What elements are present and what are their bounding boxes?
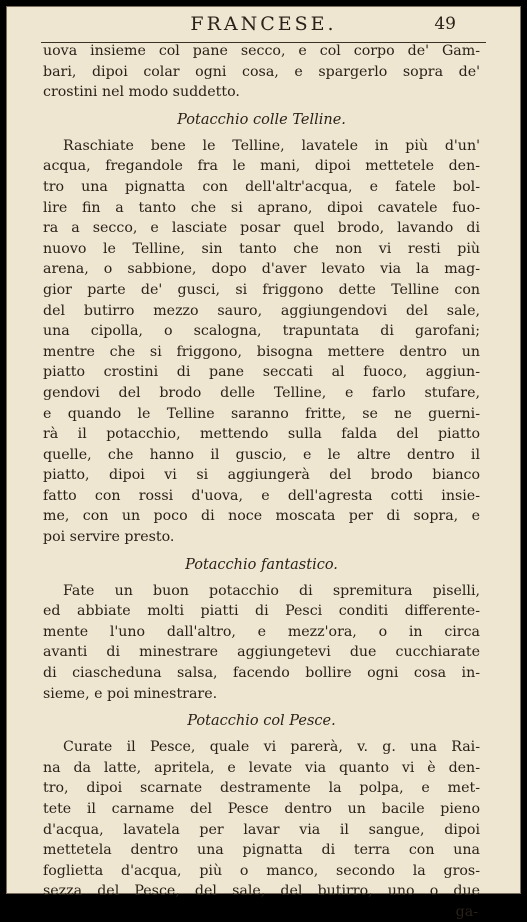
- text-line: acqua, fregandole fra le mani, dipoi mettetele den-: [43, 158, 480, 175]
- text-line: piatto, dipoi vi si aggiungerà del brodo bianco: [43, 467, 480, 484]
- text-line: crostini nel modo suddetto.: [43, 84, 240, 101]
- section-paragraph: [43, 737, 480, 902]
- text-line: Fate un buon potacchio di spremitura piselli,: [63, 582, 480, 599]
- text-line: arena, o sabbione, dopo d'aver levato via la mag-: [43, 261, 480, 278]
- section-heading: Potacchio col Pesce.: [187, 713, 336, 730]
- section-paragraph: [43, 581, 480, 705]
- running-title: FRANCESE.: [190, 13, 337, 35]
- text-line: sezza del Pesce, del sale, del butirro, uno o due: [43, 883, 480, 900]
- text-line: ra a secco, e lasciate posar quel brodo, lavando di: [43, 220, 480, 237]
- text-line: lire fin a tanto che si aprano, dipoi cavatele fuo-: [43, 199, 480, 216]
- text-line: uova insieme col pane secco, e col corpo de' Gam-: [43, 43, 480, 59]
- text-line: fatto con rossi d'uova, e dell'agresta cotti insie-: [43, 487, 480, 504]
- text-line: mentre che si friggono, bisogna mettere dentro un: [43, 343, 480, 360]
- section-paragraph: [43, 136, 480, 548]
- text-line: Raschiate bene le Telline, lavatele in più d'un': [63, 137, 480, 154]
- text-line: poi servire presto.: [43, 529, 175, 546]
- text-line: sieme, e poi minestrare.: [43, 685, 218, 702]
- text-line: gior parte de' gusci, si friggono dette Telline con: [43, 281, 480, 298]
- text-line: gendovi del brodo delle Telline, e farlo stufare,: [43, 384, 480, 401]
- text-line: me, con un poco di noce moscata per di sopra, e: [43, 508, 480, 525]
- text-line: Curate il Pesce, quale vi parerà, v. g. una Rai-: [63, 739, 480, 756]
- text-line: mente l'uno dall'altro, e mezz'ora, o in circa: [43, 623, 480, 640]
- text-line: tro, dipoi scarnate destramente la polpa, e met-: [43, 780, 480, 797]
- catchword: ga-: [455, 903, 478, 920]
- text-line: di ciascheduna salsa, facendo bollire ogni cosa in-: [43, 665, 480, 682]
- section-heading: Potacchio fantastico.: [185, 556, 338, 573]
- text-line: bari, dipoi colar ogni cosa, e spargerlo sopra de': [43, 63, 480, 80]
- text-line: del butirro mezzo sauro, aggiungendovi del sale,: [43, 302, 480, 319]
- page-header: [7, 13, 520, 39]
- text-line: una cipolla, o scalogna, trapuntata di garofani;: [43, 323, 480, 340]
- text-line: tro una pignatta con dell'altr'acqua, e fatele bol-: [43, 178, 480, 195]
- page-number: 49: [434, 14, 456, 34]
- text-line: e quando le Telline saranno fritte, se ne guerni-: [43, 405, 480, 422]
- text-line: avanti di minestrare aggiungetevi due cucchiarate: [43, 644, 480, 661]
- text-line: nuovo le Telline, sin tanto che non vi resti più: [43, 240, 480, 257]
- book-page: [6, 6, 521, 920]
- section-heading: Potacchio colle Telline.: [177, 111, 346, 128]
- intro-paragraph: [43, 41, 480, 103]
- text-line: piatto crostini di pane seccati al fuoco, aggiun-: [43, 364, 480, 381]
- text-line: foglietta d'acqua, più o manco, secondo la gros-: [43, 862, 480, 879]
- text-line: d'acqua, lavatela per lavar via il sangue, dipoi: [43, 821, 480, 838]
- text-line: rà il potacchio, mettendo sulla falda del piatto: [43, 426, 480, 443]
- text-line: ed abbiate molti piatti di Pesci conditi differente-: [43, 603, 480, 620]
- page-body: [43, 41, 480, 922]
- text-line: tete il carname del Pesce dentro un bacile pieno: [43, 801, 480, 817]
- text-line: quelle, che hanno il guscio, e le altre dentro il: [43, 446, 480, 463]
- text-line: na da latte, apritela, e levate via quanto vi è den-: [43, 759, 480, 776]
- text-line: mettetela dentro una pignatta di terra con una: [43, 842, 480, 859]
